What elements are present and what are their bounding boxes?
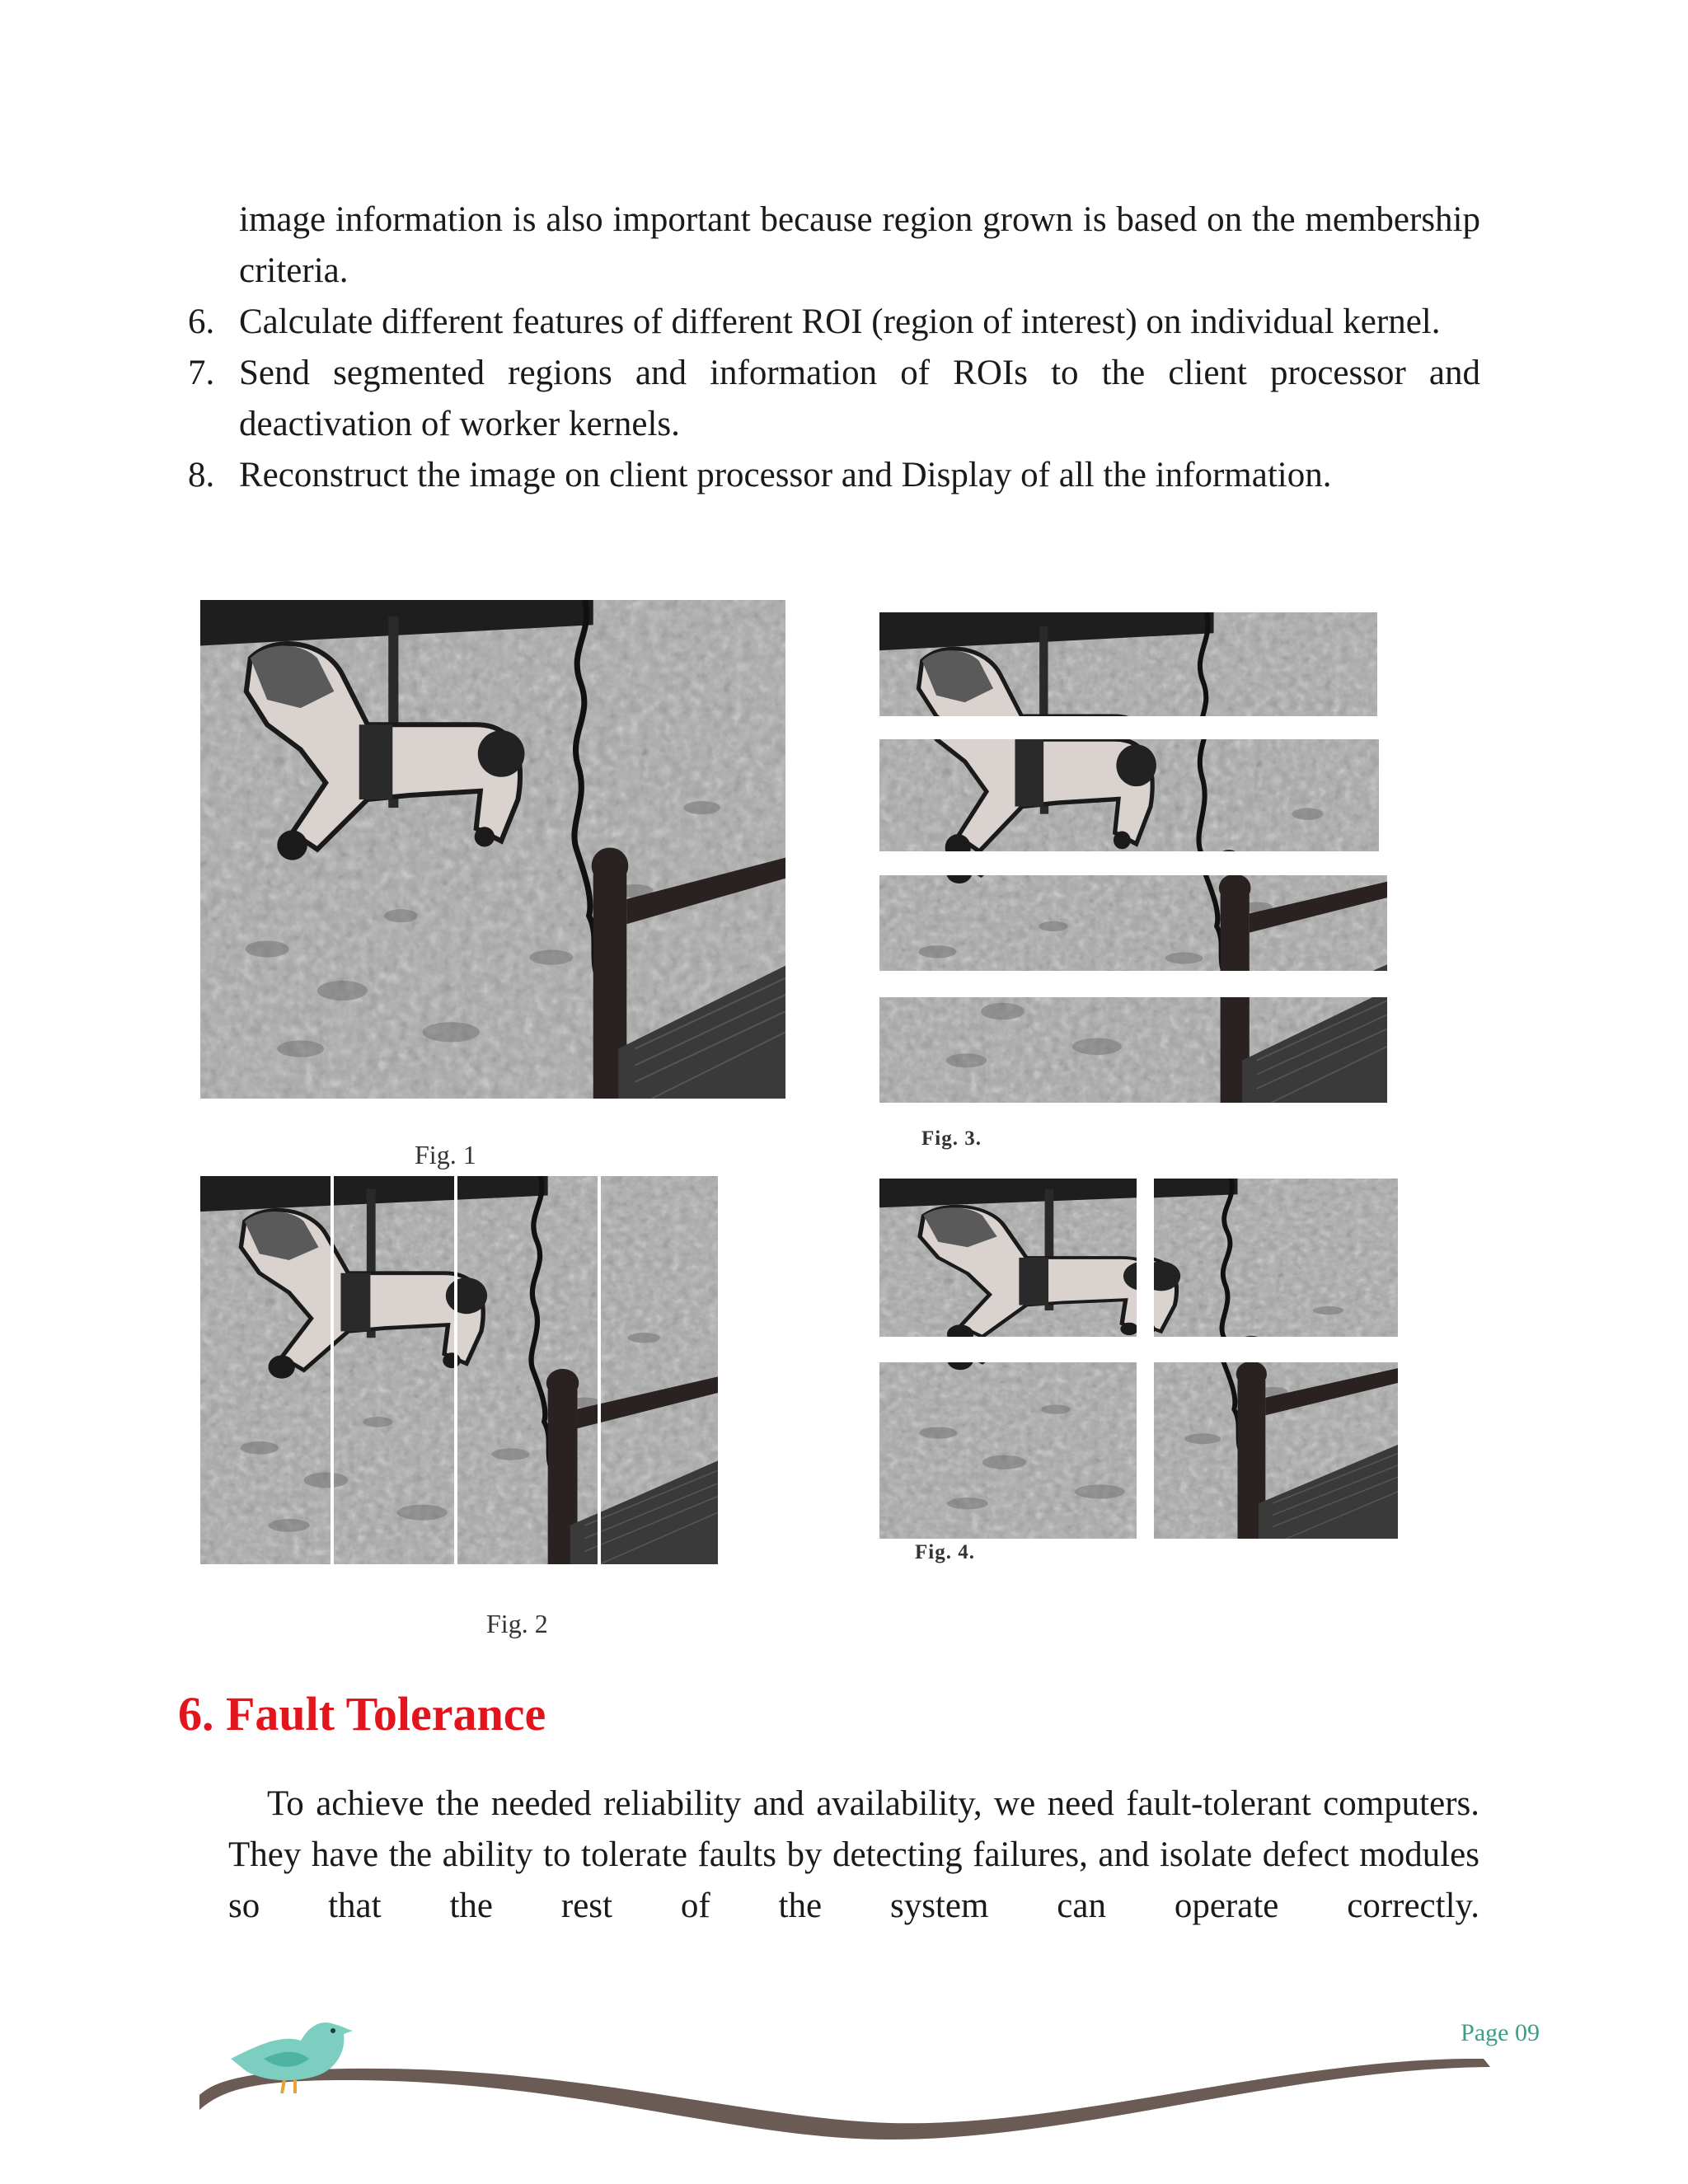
wave-line [199,2059,1490,2139]
list-item-text: image information is also important because region grown is based on the membership criteria. [239,200,1480,290]
figure-4-quadrant [1154,1362,1398,1539]
strip-divider [454,1176,457,1564]
figure-3-strip [879,739,1379,851]
list-item-text: Send segmented regions and information of ROIs to the client processor and deactivation of worker kernels. [239,354,1480,443]
list-item-number: 7. [188,354,215,392]
figure-4-caption: Fig. 4. [915,1541,975,1563]
figure-3-strip [879,997,1387,1103]
strip-divider [598,1176,601,1564]
list-item-number: 6. [188,302,215,341]
figure-3-caption: Fig. 3. [921,1127,982,1150]
list-item [188,348,1480,450]
figure-3-strip [879,875,1387,971]
list-item-text: Reconstruct the image on client processor and Display of all the information. [239,456,1332,494]
figure-1-caption: Fig. 1 [415,1140,476,1169]
section-heading: 6. Fault Tolerance [178,1687,546,1741]
figure-4-quadrant [879,1179,1137,1337]
list-item-number: 8. [188,456,215,494]
figure-1-image [200,600,785,1099]
list-item-text: Calculate different features of different ROI (region of interest) on individual kernel. [239,302,1441,341]
list-item [188,450,1480,501]
figure-3-strip [879,612,1377,716]
figure-4-quadrant [879,1362,1137,1539]
list-item [188,297,1480,348]
list-item-continuation [188,194,1480,297]
figure-2-caption: Fig. 2 [486,1609,548,1638]
procedure-list [188,194,1480,501]
page-number: Page 09 [1461,2019,1540,2046]
strip-divider [331,1176,334,1564]
figure-4-quadrant [1154,1179,1398,1337]
figure-2-image [200,1176,718,1564]
footer-decoration [0,1978,1688,2184]
section-paragraph: To achieve the needed reliability and availability, we need fault-tolerant computers. They have the ability to tolerate faults by detecting failures, and isolate defect modules so that the rest of the system can operate correctly. [228,1784,1479,1925]
